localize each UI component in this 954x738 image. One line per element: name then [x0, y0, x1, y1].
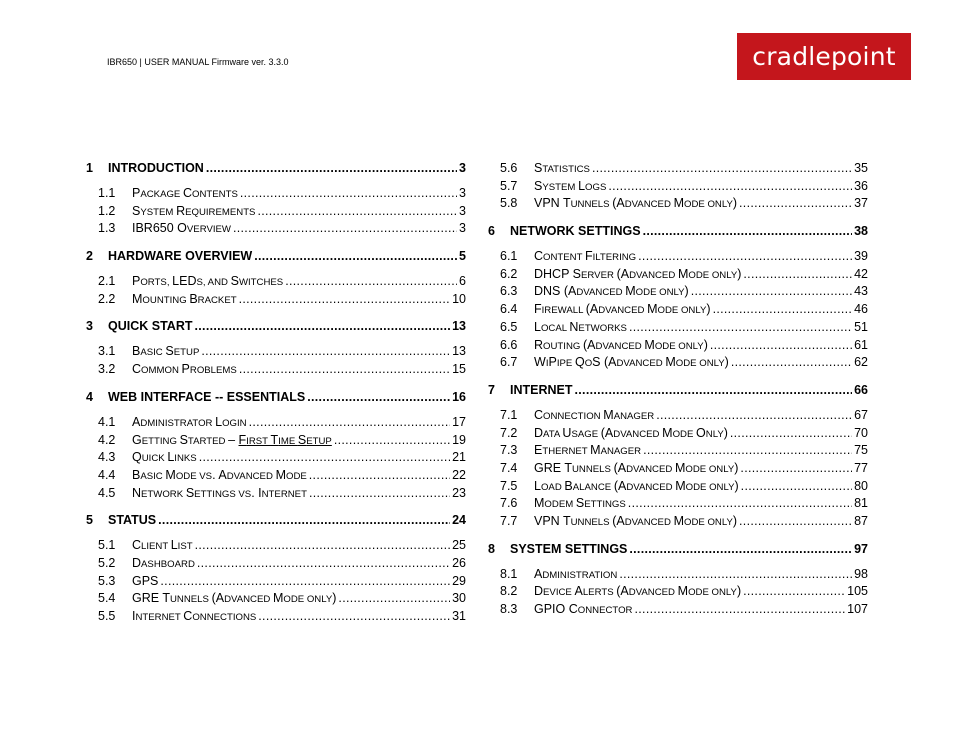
toc-page-number: 62: [854, 355, 868, 370]
toc-entry-number: 5.2: [98, 555, 116, 570]
toc-dot-leader: [249, 414, 450, 432]
toc-dot-leader: [239, 361, 450, 379]
toc-page-number: 16: [452, 389, 466, 404]
toc-page-number: 31: [452, 609, 466, 623]
toc-entry-title: BASIC MODE VS. ADVANCED MODE: [132, 467, 307, 482]
toc-section-entry[interactable]: [488, 319, 868, 337]
toc-section-entry[interactable]: [488, 583, 868, 601]
toc-entry-title: ADMINISTRATOR LOGIN: [132, 414, 247, 429]
toc-page-number: 6: [459, 274, 466, 289]
toc-page-number: 70: [854, 425, 868, 440]
toc-entry-number: 5.7: [500, 178, 518, 193]
toc-entry-number: 2: [86, 249, 93, 264]
toc-entry-title: DNS (ADVANCED MODE ONLY): [534, 284, 689, 299]
toc-section-entry[interactable]: [488, 442, 868, 460]
toc-entry-number: 5.4: [98, 591, 116, 606]
toc-entry-title: MODEM SETTINGS: [534, 496, 626, 511]
toc-entry-title: INTERNET: [510, 382, 573, 397]
toc-section-entry[interactable]: [86, 343, 466, 361]
toc-entry-title: DASHBOARD: [132, 555, 195, 570]
toc-section-entry[interactable]: [86, 573, 466, 591]
toc-entry-title: LOCAL NETWORKS: [534, 319, 627, 334]
toc-section-entry[interactable]: [86, 467, 466, 485]
toc-entry-title: INTERNET CONNECTIONS: [132, 609, 257, 623]
toc-section-entry[interactable]: [488, 337, 868, 355]
toc-page-number: 42: [854, 266, 868, 281]
toc-page-number: 39: [854, 249, 868, 264]
toc-section-entry[interactable]: [488, 478, 868, 496]
toc-section-entry[interactable]: [86, 220, 466, 238]
toc-section-entry[interactable]: [86, 555, 466, 573]
toc-page-number: 77: [854, 460, 868, 475]
toc-column-right: [488, 160, 868, 619]
toc-entry-number: 7.7: [500, 514, 518, 528]
toc-entry-title: CLIENT LIST: [132, 538, 193, 553]
toc-page-number: 66: [854, 382, 868, 397]
toc-dot-leader: [691, 283, 852, 301]
toc-dot-leader: [739, 513, 852, 531]
toc-entry-title: GRE TUNNELS (ADVANCED MODE ONLY): [132, 591, 337, 606]
toc-entry-number: 7.4: [500, 460, 518, 475]
toc-section-entry[interactable]: [86, 449, 466, 467]
toc-section-entry[interactable]: [488, 425, 868, 443]
toc-dot-leader: [628, 495, 852, 513]
toc-dot-leader: [608, 178, 852, 196]
toc-dot-leader: [629, 541, 852, 558]
toc-dot-leader: [257, 203, 457, 221]
toc-page-number: 36: [854, 178, 868, 193]
toc-entry-number: 6.5: [500, 319, 518, 334]
toc-dot-leader: [307, 389, 450, 406]
toc-dot-leader: [741, 478, 852, 496]
toc-dot-leader: [258, 608, 450, 626]
toc-page-number: 5: [459, 249, 466, 264]
toc-entry-number: 6.7: [500, 355, 518, 370]
toc-entry-title: CONTENT FILTERING: [534, 249, 637, 264]
toc-dot-leader: [199, 449, 450, 467]
toc-section-entry[interactable]: [488, 178, 868, 196]
toc-entry-number: 8.3: [500, 602, 518, 617]
toc-dot-leader: [619, 566, 852, 584]
toc-dot-leader: [710, 337, 852, 355]
toc-dot-leader: [158, 512, 450, 529]
toc-entry-title: NETWORK SETTINGS VS. INTERNET: [132, 485, 307, 500]
toc-dot-leader: [201, 343, 450, 361]
toc-section-entry[interactable]: [86, 273, 466, 291]
toc-entry-title: LOAD BALANCE (ADVANCED MODE ONLY): [534, 478, 739, 493]
toc-entry-title: ADMINISTRATION: [534, 566, 618, 581]
toc-entry-title: IBR650 OVERVIEW: [132, 221, 231, 236]
toc-dot-leader: [197, 555, 450, 573]
toc-page-number: 98: [854, 566, 868, 581]
toc-entry-title: GPS: [132, 573, 159, 588]
toc-entry-number: 5.3: [98, 573, 116, 588]
toc-chapter-entry[interactable]: [86, 512, 466, 529]
toc-entry-title: PORTS, LEDS, AND SWITCHES: [132, 274, 284, 289]
toc-chapter-entry[interactable]: [488, 382, 868, 399]
toc-section-entry[interactable]: [488, 407, 868, 425]
toc-entry-number: 2.2: [98, 291, 116, 306]
toc-chapter-entry[interactable]: [86, 318, 466, 335]
toc-page-number: 3: [459, 203, 466, 218]
toc-entry-number: 7.1: [500, 407, 518, 422]
toc-dot-leader: [713, 301, 853, 319]
toc-page-number: 25: [452, 538, 466, 553]
toc-page-number: 46: [854, 302, 868, 317]
toc-page-number: 23: [452, 485, 466, 500]
toc-entry-number: 4.5: [98, 485, 116, 500]
toc-page-number: 17: [452, 414, 466, 429]
toc-page-number: 15: [452, 362, 466, 377]
toc-entry-number: 7.6: [500, 496, 518, 511]
toc-entry-number: 1.2: [98, 203, 116, 218]
toc-page-number: 26: [452, 555, 466, 570]
toc-chapter-entry[interactable]: [488, 223, 868, 240]
toc-entry-number: 5.6: [500, 161, 518, 175]
toc-dot-leader: [160, 573, 450, 591]
toc-section-entry[interactable]: [488, 248, 868, 266]
toc-entry-number: 6: [488, 224, 495, 239]
toc-entry-title: ROUTING (ADVANCED MODE ONLY): [534, 337, 708, 352]
toc-section-entry[interactable]: [488, 513, 868, 531]
toc-entry-number: 6.3: [500, 284, 518, 299]
toc-page-number: 87: [854, 514, 868, 528]
toc-entry-number: 1.3: [98, 221, 116, 236]
toc-section-entry[interactable]: [86, 361, 466, 379]
toc-dot-leader: [643, 442, 852, 460]
toc-entry-title: SYSTEM LOGS: [534, 178, 607, 193]
toc-dot-leader: [254, 248, 457, 265]
toc-dot-leader: [575, 382, 853, 399]
toc-entry-title: SYSTEM REQUIREMENTS: [132, 203, 256, 218]
toc-entry-number: 6.1: [500, 249, 518, 264]
toc-page-number: 105: [847, 584, 868, 599]
toc-entry-title: STATISTICS: [534, 161, 590, 175]
toc-entry-title: NETWORK SETTINGS: [510, 224, 641, 239]
toc-entry-title: VPN TUNNELS (ADVANCED MODE ONLY): [534, 514, 738, 528]
toc-page-number: 51: [854, 319, 868, 334]
toc-dot-leader: [195, 318, 451, 335]
toc-entry-title: INTRODUCTION: [108, 161, 204, 175]
toc-page-number: 29: [452, 573, 466, 588]
toc-page-number: 19: [452, 432, 466, 447]
toc-dot-leader: [638, 248, 852, 266]
toc-section-entry[interactable]: [86, 608, 466, 626]
toc-dot-leader: [309, 467, 450, 485]
toc-page-number: 35: [854, 161, 868, 175]
toc-section-entry[interactable]: [86, 432, 466, 450]
toc-entry-number: 4.1: [98, 414, 116, 429]
toc-entry-number: 3.2: [98, 362, 116, 377]
toc-entry-title: QUICK LINKS: [132, 450, 197, 465]
toc-chapter-entry[interactable]: [86, 248, 466, 265]
toc-entry-number: 4: [86, 389, 93, 404]
toc-entry-title: STATUS: [108, 513, 157, 528]
cradlepoint-logo: cradlepoint: [737, 33, 911, 80]
toc-dot-leader: [739, 195, 852, 213]
toc-page-number: 81: [854, 496, 868, 511]
toc-entry-title: PACKAGE CONTENTS: [132, 186, 238, 200]
toc-entry-number: 8.1: [500, 566, 518, 581]
toc-entry-number: 7: [488, 382, 495, 397]
toc-dot-leader: [285, 273, 457, 291]
toc-dot-leader: [743, 583, 845, 601]
toc-entry-title: DEVICE ALERTS (ADVANCED MODE ONLY): [534, 584, 742, 599]
toc-dot-leader: [635, 601, 846, 619]
toc-entry-number: 8: [488, 541, 495, 556]
toc-section-entry[interactable]: [488, 160, 868, 178]
toc-entry-title: BASIC SETUP: [132, 344, 200, 359]
toc-column-left: [86, 160, 466, 626]
toc-dot-leader: [731, 354, 852, 372]
toc-entry-number: 4.4: [98, 467, 116, 482]
toc-chapter-entry[interactable]: [488, 541, 868, 558]
toc-section-entry[interactable]: [488, 195, 868, 213]
toc-page-number: 37: [854, 196, 868, 211]
toc-dot-leader: [338, 590, 450, 608]
toc-entry-number: 5.8: [500, 196, 518, 211]
toc-section-entry[interactable]: [488, 301, 868, 319]
toc-section-entry[interactable]: [488, 266, 868, 284]
toc-dot-leader: [334, 432, 450, 450]
document-header: IBR650 | USER MANUAL Firmware ver. 3.3.0: [107, 57, 289, 67]
toc-entry-title: GRE TUNNELS (ADVANCED MODE ONLY): [534, 460, 739, 475]
toc-entry-title: CONNECTION MANAGER: [534, 407, 655, 422]
toc-page-number: 13: [452, 319, 466, 334]
toc-section-entry[interactable]: [86, 185, 466, 203]
toc-page-number: 3: [459, 161, 466, 175]
toc-entry-title: GETTING STARTED – FIRST TIME SETUP: [132, 432, 332, 447]
toc-entry-title: WIPIPE QOS (ADVANCED MODE ONLY): [534, 355, 729, 370]
toc-entry-title: MOUNTING BRACKET: [132, 291, 237, 306]
toc-entry-number: 1.1: [98, 186, 116, 200]
toc-page-number: 30: [452, 591, 466, 606]
toc-section-entry[interactable]: [86, 291, 466, 309]
toc-entry-title: SYSTEM SETTINGS: [510, 541, 628, 556]
toc-entry-title: ETHERNET MANAGER: [534, 443, 642, 458]
toc-page-number: 67: [854, 407, 868, 422]
toc-dot-leader: [195, 537, 450, 555]
toc-dot-leader: [233, 220, 457, 238]
toc-entry-title: VPN TUNNELS (ADVANCED MODE ONLY): [534, 196, 738, 211]
toc-dot-leader: [643, 223, 853, 240]
toc-entry-number: 4.3: [98, 450, 116, 465]
toc-section-entry[interactable]: [488, 566, 868, 584]
toc-page-number: 22: [452, 467, 466, 482]
toc-dot-leader: [592, 160, 852, 178]
toc-entry-number: 8.2: [500, 584, 518, 599]
toc-entry-number: 7.2: [500, 425, 518, 440]
toc-page-number: 21: [452, 450, 466, 465]
toc-entry-title: QUICK START: [108, 319, 193, 334]
toc-entry-title: HARDWARE OVERVIEW: [108, 249, 253, 264]
toc-entry-number: 7.5: [500, 478, 518, 493]
toc-entry-number: 6.2: [500, 266, 518, 281]
toc-entry-number: 6.4: [500, 302, 518, 317]
toc-entry-number: 3.1: [98, 344, 116, 359]
toc-entry-number: 5.5: [98, 609, 116, 623]
toc-entry-number: 6.6: [500, 337, 518, 352]
toc-page-number: 75: [854, 443, 868, 458]
toc-page-number: 24: [452, 513, 466, 528]
toc-chapter-entry[interactable]: [86, 389, 466, 406]
toc-section-entry[interactable]: [488, 495, 868, 513]
toc-page-number: 3: [459, 221, 466, 236]
toc-entry-number: 5: [86, 513, 93, 528]
toc-section-entry[interactable]: [488, 354, 868, 372]
toc-section-entry[interactable]: [86, 414, 466, 432]
toc-section-entry[interactable]: [488, 601, 868, 619]
toc-section-entry[interactable]: [86, 537, 466, 555]
toc-section-entry[interactable]: [86, 590, 466, 608]
toc-page-number: 10: [452, 291, 466, 306]
toc-section-entry[interactable]: [488, 460, 868, 478]
toc-entry-title: DATA USAGE (ADVANCED MODE ONLY): [534, 425, 728, 440]
toc-section-entry[interactable]: [86, 485, 466, 503]
toc-page-number: 107: [847, 602, 868, 617]
toc-entry-number: 2.1: [98, 274, 116, 289]
toc-dot-leader: [656, 407, 852, 425]
toc-page-number: 61: [854, 337, 868, 352]
toc-dot-leader: [740, 460, 852, 478]
toc-entry-title: WEB INTERFACE -- ESSENTIALS: [108, 389, 306, 404]
toc-entry-title: FIREWALL (ADVANCED MODE ONLY): [534, 302, 711, 317]
toc-dot-leader: [239, 291, 451, 309]
toc-dot-leader: [730, 425, 852, 443]
toc-page-number: 13: [452, 344, 466, 359]
toc-page-number: 3: [459, 186, 466, 200]
toc-page-number: 97: [854, 541, 868, 556]
toc-entry-number: 5.1: [98, 538, 116, 553]
toc-dot-leader: [206, 160, 457, 177]
toc-dot-leader: [629, 319, 852, 337]
toc-entry-title: DHCP SERVER (ADVANCED MODE ONLY): [534, 266, 742, 281]
toc-entry-number: 3: [86, 319, 93, 334]
toc-page-number: 43: [854, 284, 868, 299]
toc-entry-number: 1: [86, 161, 93, 175]
toc-dot-leader: [309, 485, 450, 503]
toc-entry-title: COMMON PROBLEMS: [132, 362, 237, 377]
toc-page-number: 80: [854, 478, 868, 493]
toc-section-entry[interactable]: [488, 283, 868, 301]
toc-section-entry[interactable]: [86, 203, 466, 221]
toc-entry-number: 7.3: [500, 443, 518, 458]
toc-entry-number: 4.2: [98, 432, 116, 447]
toc-page-number: 38: [854, 224, 868, 239]
toc-chapter-entry[interactable]: [86, 160, 466, 177]
toc-entry-title: GPIO CONNECTOR: [534, 602, 633, 617]
toc-dot-leader: [240, 185, 457, 203]
toc-dot-leader: [743, 266, 852, 284]
